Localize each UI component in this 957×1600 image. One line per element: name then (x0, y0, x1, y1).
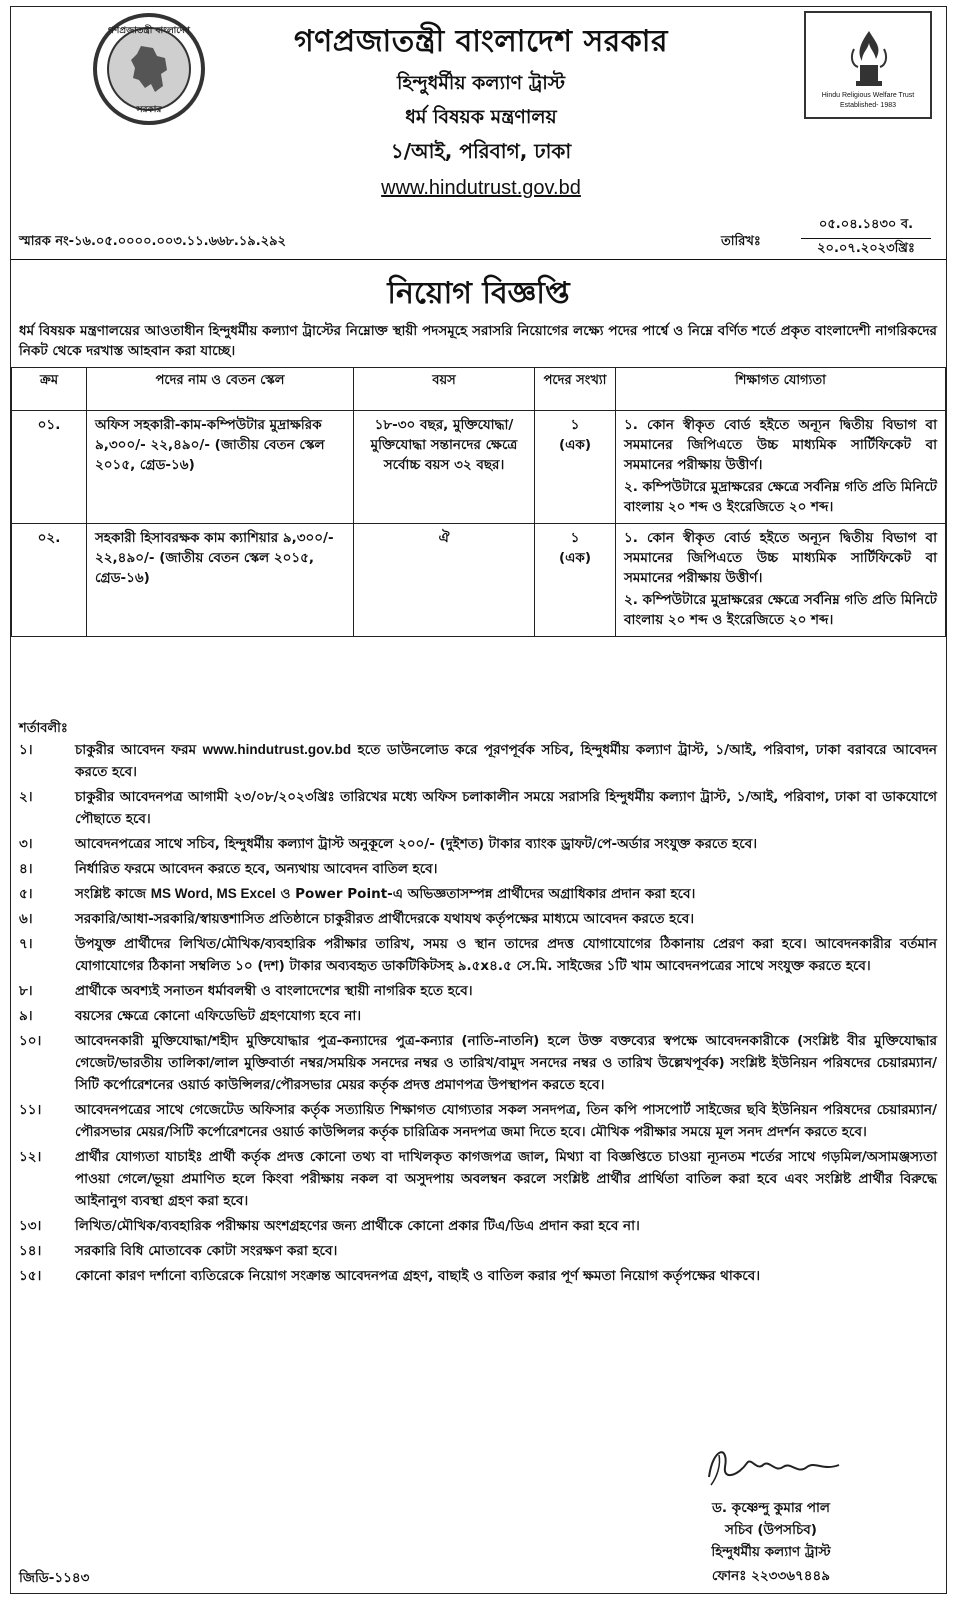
term-text-part: চাকুরীর আবেদনপত্র আগামী ২৩/০৮/২০২৩খ্রিঃ তারিখের মধ্যে অফিস চলাকালীন সময়ে সরাসরি হিন্দুধর্মীয় কল্যাণ ট্রাস্ট, ১/আই, পরিবাগ, ঢাকা বা ডাকযোগে পৌছাতে হবে। (75, 789, 937, 827)
term-text-part: আবেদনকারী মুক্তিযোদ্ধা/শহীদ মুক্তিযোদ্ধার পুত্র-কন্যাদের পুত্র-কন্যার (নাতি-নাতনি) হলে উক্ত বক্তব্যের স্বপক্ষে আবেদনকারীকে (সংশ্লিষ্ট বীর মুক্তিযোদ্ধার গেজেট/ভারতীয় তালিকা/লাল মুক্তিবার্তা নম্বর/সময়িক সনদের নম্বর ও তারিখ/বামুদ সনদের নম্বর ও তারিখ উল্লেখপূর্বক) সংশ্লিষ্ট ইউনিয়ন পরিষদের চেয়ারম্যান/সিটি কর্পোরেশনের ওয়ার্ড কাউন্সিলর/পৌরসভার মেয়র কর্তৃক প্রদত্ত প্রমাণপত্র উপস্থাপন করতে হবে। (75, 1033, 937, 1093)
term-number: ৬। (19, 911, 33, 927)
memo-number: স্মারক নং-১৬.০৫.০০০০.০০৩.১১.৬৬৮.১৯.২৯২ (19, 234, 287, 249)
trust-logo (804, 11, 932, 119)
row-count (535, 524, 616, 637)
term-item (19, 980, 937, 1002)
signatory-organization: হিন্দুধর্মীয় কল্যাণ ট্রাস্ট (711, 1544, 831, 1560)
row-serial: ০১. (12, 411, 87, 524)
term-item (19, 1146, 937, 1212)
education-item: ১. কোন স্বীকৃত বোর্ড হইতে অন্যূন দ্বিতীয় বিভাগ বা সমমানের জিপিএতে উচ্চ মাধ্যমিক সার্টিফিকেট বা সমমানের পরীক্ষায় উত্তীর্ণ। (624, 530, 937, 586)
term-text (75, 1005, 937, 1027)
logo-established: Established- 1983 (839, 102, 897, 109)
government-heading: গণপ্রজাতন্ত্রী বাংলাদেশ সরকার (294, 24, 668, 59)
count-number: ১ (570, 417, 580, 433)
term-text-part: চাকুরীর আবেদন ফরম (75, 742, 203, 758)
row-education (616, 524, 946, 637)
term-text-part: সরকারি বিধি মোতাবেক কোটা সংরক্ষণ করা হবে। (75, 1243, 338, 1259)
intro-paragraph: ধর্ম বিষয়ক মন্ত্রণালয়ের আওতাধীন হিন্দুধর্মীয় কল্যাণ ট্রাস্টের নিম্নোক্ত স্থায়ী পদসমূহে সরাসরি নিয়োগের লক্ষ্যে পদের পার্শ্বে ও নিম্নে বর্ণিত শর্তে প্রকৃত বাংলাদেশী নাগরিকদের নিকট থেকে দরখাস্ত আহবান করা যাচ্ছে। (19, 323, 937, 359)
education-item: ২. কম্পিউটারে মুদ্রাক্ষরের ক্ষেত্রে সর্বনিম্ন গতি প্রতি মিনিটে বাংলায় ২০ শব্দ ও ইংরেজিতে ২০ শব্দ। (624, 479, 937, 515)
term-text (75, 1265, 937, 1287)
term-text-part: আবেদনপত্রের সাথে সচিব, হিন্দুধর্মীয় কল্যাণ ট্রাস্ট অনুকূলে ২০০/- (দুইশত) টাকার ব্যাংক ড্রাফট/পে-অর্ডার সংযুক্ত করতে হবে। (75, 836, 758, 852)
term-text-part: সংশ্লিষ্ট কাজে (75, 886, 151, 902)
term-number: ১৫। (19, 1268, 42, 1284)
term-number: ১১। (19, 1102, 42, 1118)
col-education: শিক্ষাগত যোগ্যতা (616, 368, 946, 411)
col-count: পদের সংখ্যা (535, 368, 616, 411)
term-number: ১৪। (19, 1243, 42, 1259)
term-text-part: ও Power Point-এ অভিজ্ঞতাসম্পন্ন প্রার্থীদের অগ্রাধিকার প্রদান করা হবে। (275, 886, 696, 902)
term-number: ২। (19, 789, 33, 805)
term-number: ৪। (19, 861, 33, 877)
row-age: ১৮-৩০ বছর, মুক্তিযোদ্ধা/মুক্তিযোদ্ধা সন্তানদের ক্ষেত্রে সর্বোচ্চ বয়স ৩২ বছর। (354, 411, 535, 524)
term-item (19, 908, 937, 930)
office-address: ১/আই, পরিবাগ, ঢাকা (390, 139, 572, 163)
col-age: বয়স (354, 368, 535, 411)
date-label: তারিখঃ (721, 234, 761, 249)
table-header-row (12, 368, 946, 411)
row-age: ঐ (354, 524, 535, 637)
signatory-name: ড. কৃষ্ণেন্দু কুমার পাল (711, 1500, 830, 1516)
row-post: অফিস সহকারী-কাম-কম্পিউটার মুদ্রাক্ষরিক ৯,৩০০/- ২২,৪৯০/- (জাতীয় বেতন স্কেল ২০১৫, গ্রেড-১৬) (87, 411, 354, 524)
term-latin-part: www.hindutrust.gov.bd (202, 742, 352, 757)
vacancy-table (11, 367, 946, 637)
term-number: ১০। (19, 1033, 42, 1049)
trust-name: হিন্দুধর্মীয় কল্যাণ ট্রাস্ট (397, 72, 565, 94)
count-word: (এক) (558, 437, 592, 453)
term-text (75, 1030, 937, 1096)
term-text (75, 739, 937, 783)
bangladesh-map-icon (107, 27, 191, 111)
term-item (19, 1215, 937, 1237)
term-item (19, 739, 937, 783)
notice-title: নিয়োগ বিজ্ঞপ্তি (387, 276, 570, 311)
term-text-part: লিখিত/মৌখিক/ব্যবহারিক পরীক্ষায় অংশগ্রহণের জন্য প্রার্থীকে কোনো প্রকার টিএ/ডিএ প্রদান করা হবে না। (75, 1218, 640, 1234)
term-item (19, 858, 937, 880)
term-item (19, 1099, 937, 1143)
term-number: ৩। (19, 836, 33, 852)
terms-heading: শর্তাবলীঃ (19, 721, 68, 736)
term-number: ৯। (19, 1008, 33, 1024)
term-text (75, 980, 937, 1002)
term-text-part: সরকারি/আধা-সরকারি/স্বায়ত্তশাসিত প্রতিষ্ঠানে চাকুরীরত প্রার্থীদেরকে যথাযথ কর্তৃপক্ষের মাধ্যমে আবেদন করতে হবে। (75, 911, 695, 927)
term-text-part: উপযুক্ত প্রার্থীদের লিখিত/মৌখিক/ব্যবহারিক পরীক্ষার তারিখ, সময় ও স্থান তাদের প্রদত্ত যোগাযোগের ঠিকানায় প্রেরণ করা হবে। আবেদনকারীর বর্তমান যোগাযোগের ঠিকানা সম্বলিত ১০ (দশ) টাকার অব্যবহৃত ডাকটিকিটসহ ৯.৫x৪.৫ সে.মি. সাইজের ১টি খাম আবেদনপত্রের সাথে সংযুক্ত করতে হবে। (75, 936, 937, 974)
term-text (75, 933, 937, 977)
term-item (19, 1005, 937, 1027)
term-item (19, 933, 937, 977)
term-text (75, 908, 937, 930)
education-item: ১. কোন স্বীকৃত বোর্ড হইতে অন্যূন দ্বিতীয় বিভাগ বা সমমানের জিপিএতে উচ্চ মাধ্যমিক সার্টিফিকেট বা সমমানের পরীক্ষায় উত্তীর্ণ। (624, 417, 937, 473)
row-serial: ০২. (12, 524, 87, 637)
gd-number: জিডি-১১৪৩ (19, 1570, 90, 1586)
term-text (75, 1146, 937, 1212)
signatory-phone: ফোনঃ ২২৩৩৬৭৪৪৯ (711, 1568, 831, 1584)
term-text (75, 833, 937, 855)
website-link[interactable]: www.hindutrust.gov.bd (381, 177, 581, 199)
term-text (75, 1099, 937, 1143)
term-item (19, 786, 937, 830)
term-text-part: নির্ধারিত ফরমে আবেদন করতে হবে, অন্যথায় আবেদন বাতিল হবে। (75, 861, 438, 877)
signatory-designation: সচিব (উপসচিব) (725, 1522, 817, 1538)
divider (11, 259, 946, 260)
count-number: ১ (570, 530, 580, 546)
term-latin-part: MS Word, MS Excel (150, 886, 276, 901)
notice-page (10, 6, 947, 1594)
seal-top-text: গণপ্রজাতন্ত্রী বাংলাদেশ (108, 26, 190, 36)
education-item: ২. কম্পিউটারে মুদ্রাক্ষরের ক্ষেত্রে সর্বনিম্ন গতি প্রতি মিনিটে বাংলায় ২০ শব্দ ও ইংরেজিতে ২০ শব্দ। (624, 592, 937, 628)
count-word: (এক) (558, 550, 592, 566)
term-text-part: বয়সের ক্ষেত্রে কোনো এফিডেভিট গ্রহণযোগ্য হবে না। (75, 1008, 362, 1024)
term-text (75, 786, 937, 830)
term-item (19, 833, 937, 855)
term-text (75, 1240, 937, 1262)
government-seal-logo (93, 13, 205, 125)
term-number: ৫। (19, 886, 33, 902)
term-item (19, 1265, 937, 1287)
row-education (616, 411, 946, 524)
term-text (75, 883, 937, 905)
term-text-part: হতে ডাউনলোড করে পূরণপূর্বক সচিব, হিন্দুধর্মীয় কল্যাণ ট্রাস্ট, ১/আই, পরিবাগ, ঢাকা বরাবরে আবেদন করতে হবে। (75, 742, 937, 780)
term-text-part: কোনো কারণ দর্শানো ব্যতিরেকে নিয়োগ সংক্রান্ত আবেদনপত্র গ্রহণ, বাছাই ও বাতিল করার পূর্ণ ক্ষমতা নিয়োগ কর্তৃপক্ষের থাকবে। (75, 1268, 761, 1284)
term-text-part: আবেদনপত্রের সাথে গেজেটেড অফিসার কর্তৃক সত্যায়িত শিক্ষাগত যোগ্যতার সকল সনদপত্র, তিন কপি পাসপোর্ট সাইজের ছবি ইউনিয়ন পরিষদের চেয়ারম্যান/পৌরসভার মেয়র/সিটি কর্পোরেশনের ওয়ার্ড কাউন্সিলর কর্তৃক চারিত্রিক সনদপত্র জমা দিতে হবে। মৌখিক পরীক্ষার সময়ে মূল সনদ প্রদর্শন করতে হবে। (75, 1102, 937, 1140)
term-item (19, 883, 937, 905)
term-number: ১২। (19, 1149, 42, 1165)
term-number: ১৩। (19, 1218, 42, 1234)
flame-icon (846, 29, 892, 87)
terms-list (19, 739, 937, 1290)
table-row (12, 411, 946, 524)
term-item (19, 1240, 937, 1262)
seal-bottom-text: সরকার (136, 105, 162, 115)
term-text-part: প্রার্থীর যোগ্যতা যাচাইঃ প্রার্থী কর্তৃক প্রদত্ত কোনো তথ্য বা দাখিলকৃত কাগজপত্র জাল, মিথ্যা বা বিজ্ঞপ্তিতে চাওয়া ন্যূনতম শর্তের সাথে গড়মিল/অসামঞ্জস্যতা পাওয়া গেলে/ভূয়া প্রমাণিত হলে কিংবা পরীক্ষায় নকল বা অসুদপায় অবলম্বন করলে সংশ্লিষ্ট প্রার্থীর প্রার্থিতা বাতিল করা হবে এবং সংশ্লিষ্ট প্রার্থীর বিরুদ্ধে আইনানুগ ব্যবস্থা গ্রহণ করা হবে। (75, 1149, 937, 1209)
term-text-part: প্রার্থীকে অবশ্যই সনাতন ধর্মাবলম্বী ও বাংলাদেশের স্থায়ী নাগরিক হতে হবে। (75, 983, 473, 999)
row-post: সহকারী হিসাবরক্ষক কাম ক্যাশিয়ার ৯,৩০০/- ২২,৪৯০/- (জাতীয় বেতন স্কেল ২০১৫, গ্রেড-১৬) (87, 524, 354, 637)
term-text (75, 858, 937, 880)
ministry-name: ধর্ম বিষয়ক মন্ত্রণালয় (405, 106, 557, 128)
row-count (535, 411, 616, 524)
col-post: পদের নাম ও বেতন স্কেল (87, 368, 354, 411)
date-gregorian: ২০.০৭.২০২৩খ্রিঃ (817, 241, 915, 256)
term-number: ৮। (19, 983, 33, 999)
term-number: ১। (19, 742, 33, 758)
table-row (12, 524, 946, 637)
col-serial: ক্রম (12, 368, 87, 411)
date-bangla: ০৫.০৪.১৪৩০ ব. (801, 215, 931, 239)
term-number: ৭। (19, 936, 33, 952)
logo-caption: Hindu Religious Welfare Trust (821, 92, 915, 99)
term-text (75, 1215, 937, 1237)
term-item (19, 1030, 937, 1096)
signature-image (699, 1437, 849, 1495)
